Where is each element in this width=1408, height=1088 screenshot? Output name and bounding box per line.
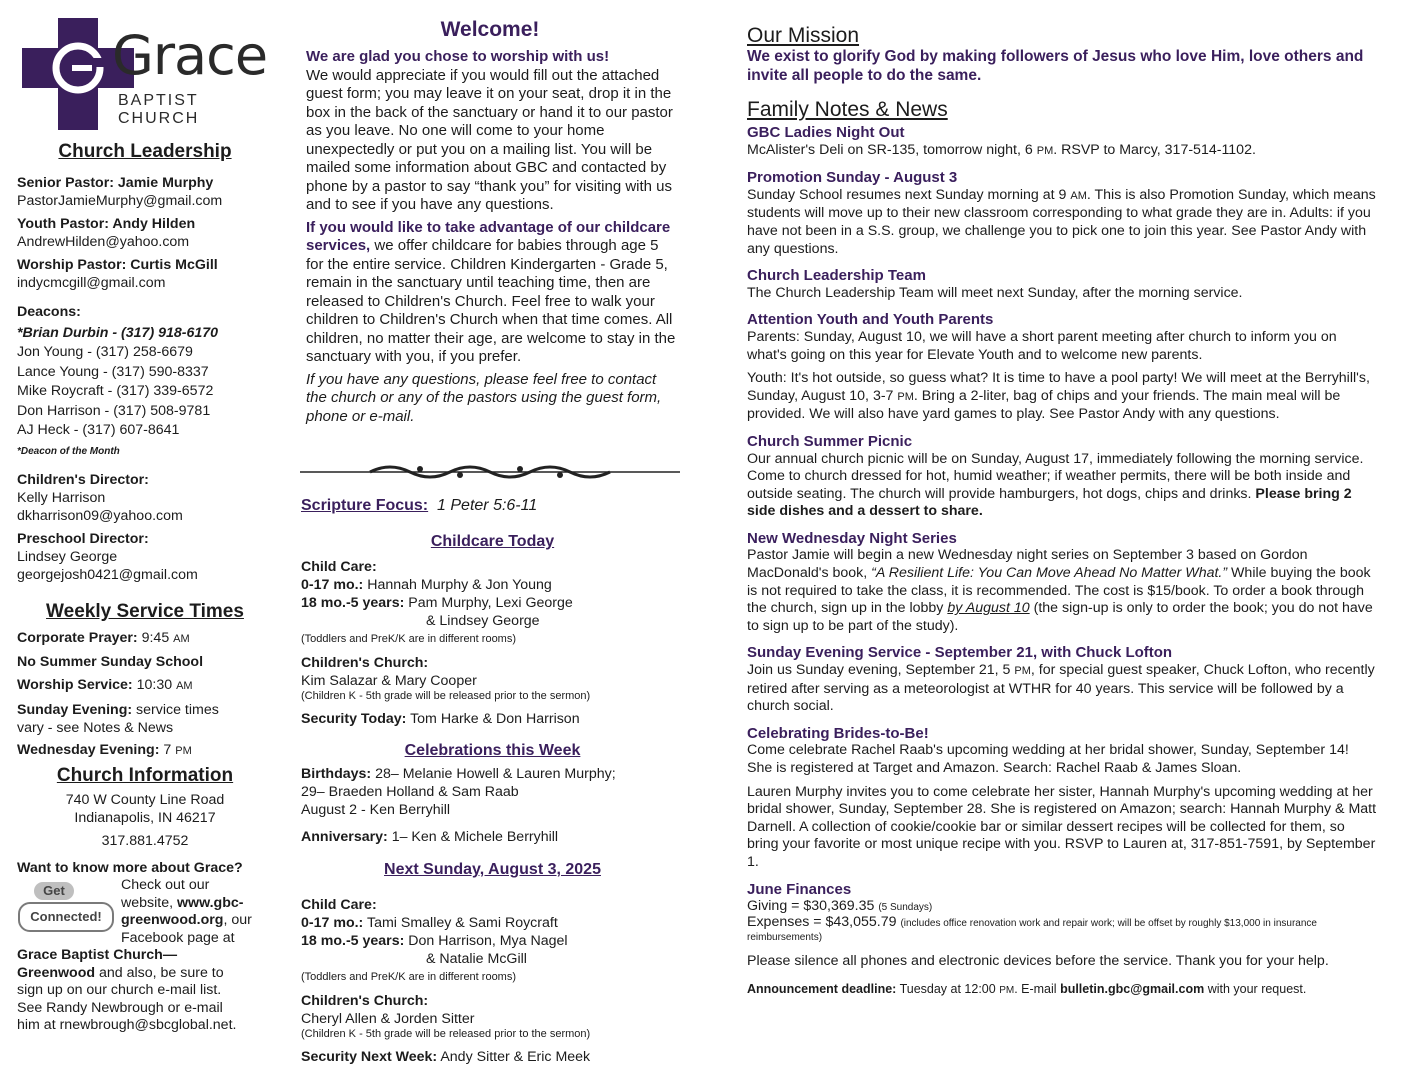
am-marker: AM: [173, 633, 190, 645]
news-text: The Church Leadership Team will meet next Sunday, after the morning service.: [747, 284, 1243, 301]
website-link[interactable]: greenwood.org: [121, 912, 224, 928]
birthdays-label: Birthdays:: [301, 766, 372, 782]
preschool-director-email[interactable]: georgejosh0421@gmail.com: [17, 566, 198, 583]
toddler-names: Don Harrison, Mya Nagel: [408, 933, 568, 949]
deadline-text: Tuesday at 12:00: [899, 981, 996, 996]
mission-text: We exist to glorify God by making followers of Jesus who love Him, love others and invite all people to do the same.: [747, 48, 1364, 84]
toddler-names: Pam Murphy, Lexi George: [408, 595, 573, 611]
facebook-link[interactable]: Grace Baptist Church—: [17, 947, 178, 963]
birthday-line: August 2 - Ken Berryhill: [301, 802, 451, 818]
church-info-heading: Church Information: [56, 765, 234, 786]
pm-marker: PM: [1014, 665, 1031, 678]
news-text: Our annual church picnic will be on Sunday, August 17, immediately following the morning service. Come to church dressed for hot, humid weather; if weather permits, there will be both inside and outside seating. The church will provide hamburgers, hot dogs, chips and drinks.: [747, 450, 1364, 502]
deacon-item: *Brian Durbin - (317) 918-6170: [17, 325, 219, 341]
welcome-body: [306, 48, 678, 426]
youth-pastor: Youth Pastor: Andy Hilden: [17, 216, 196, 232]
worship-time: 10:30: [136, 677, 173, 693]
child-care-label: Child Care:: [301, 897, 377, 913]
news-text: Join us Sunday evening, September 21, 5: [747, 662, 1011, 679]
news-item-title: June Finances: [747, 880, 852, 898]
logo-subtitle: BAPTIST CHURCH: [118, 92, 200, 127]
get-connected-badge: [16, 880, 116, 938]
toddler-label: 18 mo.-5 years:: [301, 595, 405, 611]
sunday-evening-text: service times: [136, 702, 219, 718]
scripture-ref: 1 Peter 5:6-11: [437, 497, 538, 514]
scripture-label: Scripture Focus:: [301, 497, 429, 514]
wednesday-label: Wednesday Evening:: [17, 742, 160, 758]
rooms-note: (Toddlers and PreK/K are in different rooms): [301, 633, 517, 645]
news-text: While buying the book is not required to take the class, it is recommended. The cost is $15/book. To order a book through the church, sign up in the lobby: [747, 565, 1371, 617]
news-item-title: Promotion Sunday - August 3: [747, 169, 958, 187]
infant-label: 0-17 mo.:: [301, 577, 364, 593]
service-times-heading: Weekly Service Times: [46, 601, 244, 622]
childrens-church-note: (Children K - 5th grade will be released prior to the sermon): [301, 1028, 591, 1040]
pm-marker: PM: [999, 984, 1015, 996]
connect-text: [121, 877, 281, 947]
wednesday-time: 7: [163, 742, 172, 758]
welcome-questions: If you have any questions, please feel free to contact the church or any of the pastors using the guest form, phone or e-mail.: [306, 370, 662, 425]
news-heading: Family Notes & News: [747, 98, 948, 121]
senior-pastor: Senior Pastor: Jamie Murphy: [17, 175, 214, 191]
news-text: Come celebrate Rachel Raab's upcoming wedding at her bridal shower, Sunday, September 14! She is registered at Target and Amazon. Search: Rachel Raab & James Sloan.: [747, 742, 1349, 776]
news-body: [747, 124, 1377, 999]
bulletin-email[interactable]: bulletin.gbc@gmail.com: [1060, 981, 1205, 996]
know-more: Want to know more about Grace?: [17, 860, 243, 876]
worship-label: Worship Service:: [17, 677, 133, 693]
ornament-divider-icon: [300, 460, 680, 484]
infant-names: Tami Smalley & Sami Roycraft: [366, 915, 558, 931]
news-text: . Bring a 2-liter, bag of chips and your friends. The main meal will be provided. We will also have yard games to play. See Pastor Andy with any questions.: [747, 387, 1341, 423]
deacon-item: AJ Heck - (317) 607-8641: [17, 422, 180, 438]
children-director-name: Kelly Harrison: [17, 489, 106, 506]
preschool-director-label: Preschool Director:: [17, 530, 149, 547]
expenses-note: (includes office renovation work and repair work; will be offset by roughly $13,000 in insurance reimbursements): [747, 918, 1317, 944]
news-item-title: Attention Youth and Youth Parents: [747, 311, 994, 329]
church-phone[interactable]: 317.881.4752: [101, 833, 189, 849]
infant-names: Hannah Murphy & Jon Young: [367, 577, 552, 593]
pm-marker: PM: [175, 745, 192, 757]
children-director-label: Children's Director:: [17, 471, 149, 488]
badge-connected: Connected!: [18, 902, 114, 932]
address-line1: 740 W County Line Road: [65, 792, 225, 808]
badge-get: Get: [34, 882, 74, 900]
childcare-bold: If you would like to take advantage of our childcare services,: [306, 218, 671, 254]
childrens-church-names: Cheryl Allen & Jorden Sitter: [301, 1011, 475, 1027]
book-title: “A Resilient Life: You Can Move Ahead No Matter What.”: [871, 565, 1228, 582]
service-times-list: [17, 627, 279, 763]
security-label: Security Today:: [301, 711, 407, 727]
celebrations: [301, 765, 681, 846]
news-text: Pastor Jamie will begin a new Wednesday night series on September 3 based on Gordon MacDonald's book,: [747, 547, 1308, 582]
connect-line: Check out our: [121, 877, 210, 893]
deacon-item: Jon Young - (317) 258-6679: [17, 344, 193, 360]
news-text: Parents: Sunday, August 10, we will have a short parent meeting after church to inform you on what's going on this year for Elevate Youth and to welcome new parents.: [747, 328, 1337, 363]
giving-note: (5 Sundays): [878, 902, 933, 914]
news-text: . This is also Promotion Sunday, which means students will move up to their new classroom corresponding to what grade they are in. Adults: if you have not been in a S.S. group, we challenge you to pick one to join this year. See Pastor Andy with any questions.: [747, 186, 1376, 257]
news-text: . RSVP to Marcy, 317-514-1102.: [1053, 141, 1256, 158]
website-link[interactable]: www.gbc-: [177, 894, 244, 911]
toddler-names: & Lindsey George: [426, 613, 540, 629]
news-text: McAlister's Deli on SR-135, tomorrow night, 6: [747, 141, 1033, 158]
scripture-focus: [301, 497, 537, 515]
rooms-note: (Toddlers and PreK/K are in different rooms): [301, 971, 517, 983]
connect-line: , our: [223, 912, 252, 928]
next-sunday: [301, 896, 681, 1066]
news-item-title: Church Leadership Team: [747, 267, 926, 285]
prayer-time: 9:45: [141, 630, 170, 646]
childcare-today-heading: Childcare Today: [430, 533, 555, 550]
birthday-line: 28– Melanie Howell & Lauren Murphy;: [375, 766, 616, 782]
security-names: Andy Sitter & Eric Meek: [440, 1049, 591, 1065]
worship-pastor-email[interactable]: indycmcgill@gmail.com: [17, 275, 166, 291]
senior-pastor-email[interactable]: PastorJamieMurphy@gmail.com: [17, 193, 223, 209]
welcome-bold: We are glad you chose to worship with us!: [306, 48, 610, 65]
deadline-label: Announcement deadline:: [747, 981, 897, 996]
welcome-paragraph: We would appreciate if you would fill out the attached guest form; you may leave it on your seat, drop it in the box in the back of the sanctuary or hand it to our pastor as you leave. No one will come to your home unexpectedly or put you on a mailing list. You will be mailed some information about GBC and contacted by phone by a pastor to say “thank you” for visiting with us and to see if you have any questions.: [306, 66, 673, 213]
birthday-line: 29– Braeden Holland & Sam Raab: [301, 784, 519, 800]
signup-deadline: by August 10: [947, 600, 1030, 617]
worship-pastor: Worship Pastor: Curtis McGill: [17, 257, 218, 273]
news-text: Lauren Murphy invites you to come celebrate her sister, Hannah Murphy's upcoming wedding at her bridal shower, Sunday, September 28. She is registered on Amazon; search: Hannah Murphy & Matt Darnell. A collection of cookie/cookie bar or similar dessert recipes will be collected for them, so bring your favorite or most unique recipe with you. RSVP to Lauren at, 317-851-7591, by September 1.: [747, 783, 1377, 870]
anniversary-line: 1– Ken & Michele Berryhill: [391, 829, 559, 845]
news-text: Sunday School resumes next Sunday morning at 9: [747, 186, 1067, 203]
connect-line: See Randy Newbrough or e-mail: [17, 999, 223, 1016]
connect-line: Facebook page at: [121, 929, 235, 946]
logo-name: Grace: [112, 24, 268, 87]
pm-marker: PM: [897, 390, 914, 403]
security-label: Security Next Week:: [301, 1049, 438, 1065]
toddler-label: 18 mo.-5 years:: [301, 933, 405, 949]
am-marker: AM: [1070, 189, 1087, 202]
welcome-heading: Welcome!: [440, 18, 540, 41]
deacons-label: Deacons:: [17, 304, 81, 320]
pm-marker: PM: [1036, 144, 1054, 157]
am-marker: AM: [176, 680, 193, 692]
sunday-evening-text2: vary - see Notes & News: [17, 720, 174, 736]
childcare-today: [301, 558, 681, 728]
address-line2: Indianapolis, IN 46217: [74, 810, 216, 826]
news-text: (the sign-up is only to order the book; you do not have to sign up to be part of the study).: [747, 600, 1373, 634]
expenses-amount: Expenses = $43,055.79: [747, 914, 897, 931]
next-sunday-heading: Next Sunday, August 3, 2025: [384, 861, 601, 878]
silence-notice: Please silence all phones and electronic devices before the service. Thank you for your help.: [747, 953, 1329, 970]
leadership-list: [17, 174, 279, 584]
sunday-evening-label: Sunday Evening:: [17, 702, 133, 718]
news-item-title: GBC Ladies Night Out: [747, 124, 905, 141]
childrens-church-label: Children's Church:: [301, 655, 429, 671]
celebrations-heading: Celebrations this Week: [404, 742, 581, 759]
childrens-church-names: Kim Salazar & Mary Cooper: [301, 673, 477, 689]
connect-line: sign up on our church e-mail list.: [17, 982, 222, 998]
infant-label: 0-17 mo.:: [301, 915, 364, 931]
youth-pastor-email[interactable]: AndrewHilden@yahoo.com: [17, 234, 190, 250]
news-text: , for special guest speaker, Chuck Lofton, who recently retired after serving as a meteorologist at WTHR for 40 years. This service will be followed by a church social.: [747, 662, 1375, 715]
giving-amount: Giving = $30,369.35: [747, 898, 875, 915]
deadline-text: with your request.: [1207, 981, 1307, 996]
preschool-director-name: Lindsey George: [17, 548, 118, 565]
church-address: [14, 791, 276, 850]
children-director-email[interactable]: dkharrison09@yahoo.com: [17, 507, 183, 524]
leadership-heading: Church Leadership: [58, 141, 232, 162]
deacon-item: Mike Roycraft - (317) 339-6572: [17, 383, 214, 399]
news-item-title: Church Summer Picnic: [747, 432, 913, 450]
anniversary-label: Anniversary:: [301, 829, 388, 845]
facebook-link[interactable]: Greenwood: [17, 964, 96, 981]
toddler-names: & Natalie McGill: [426, 951, 527, 967]
prayer-label: Corporate Prayer:: [17, 630, 138, 646]
child-care-label: Child Care:: [301, 559, 377, 575]
deacon-note: *Deacon of the Month: [17, 445, 120, 457]
childcare-paragraph: we offer childcare for babies through age 5 for the entire service. Children Kindergarten - Grade 5, remain in the sanctuary until teaching time, then are released to Children's Church. Feel free to walk your children to Children's Church when that time comes. All children, no matter their age, are welcome to stay in the sanctuary with you, if you prefer.: [306, 237, 676, 365]
news-item-title: New Wednesday Night Series: [747, 529, 957, 547]
childrens-church-label: Children's Church:: [301, 993, 429, 1009]
no-sunday-school: No Summer Sunday School: [17, 654, 204, 670]
deacon-item: Don Harrison - (317) 508-9781: [17, 402, 211, 419]
mission-heading: Our Mission: [747, 24, 860, 47]
security-names: Tom Harke & Don Harrison: [410, 711, 580, 727]
deacon-item: Lance Young - (317) 590-8337: [17, 363, 209, 380]
news-item-title: Sunday Evening Service - September 21, with Chuck Lofton: [747, 644, 1173, 662]
news-text-bold: Please bring 2 side dishes and a dessert to share.: [747, 485, 1352, 520]
news-item-title: Celebrating Brides-to-Be!: [747, 724, 929, 742]
connect-line: website,: [121, 894, 174, 911]
connect-line: him at rnewbrough@sbcglobal.net.: [17, 1017, 237, 1033]
connect-text-lower: [17, 947, 279, 1035]
deadline-text: . E-mail: [1014, 981, 1057, 996]
connect-line: and also, be sure to: [99, 964, 224, 981]
childrens-church-note: (Children K - 5th grade will be released prior to the sermon): [301, 690, 591, 702]
news-text: Youth: It's hot outside, so guess what? It is time to have a pool party! We will meet at the Berryhill's, Sunday, August 10, 3-7: [747, 370, 1370, 404]
